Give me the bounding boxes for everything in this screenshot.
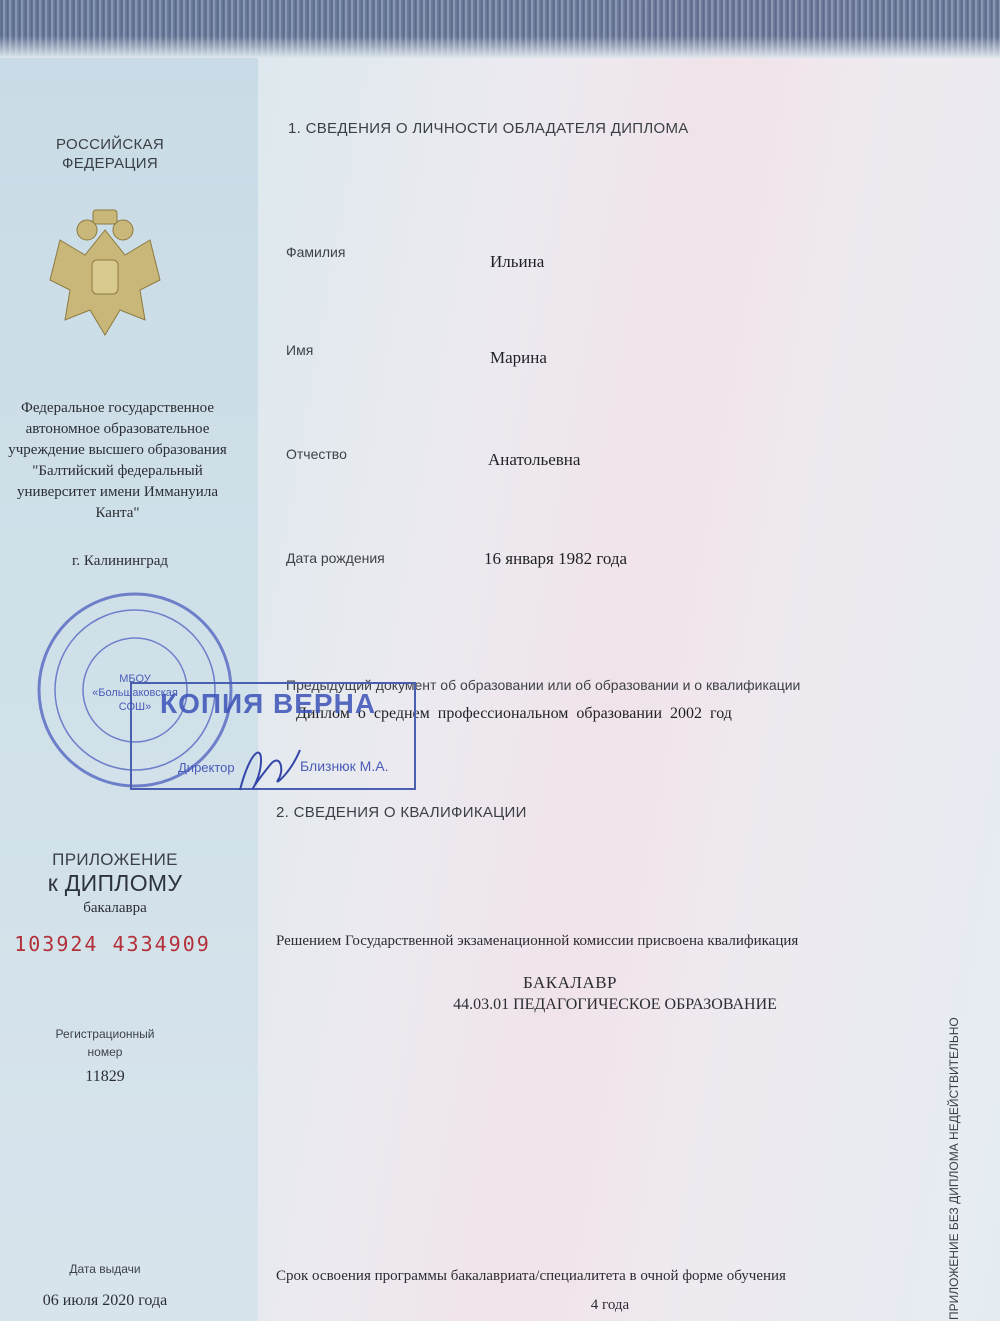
section1-title: 1. СВЕДЕНИЯ О ЛИЧНОСТИ ОБЛАДАТЕЛЯ ДИПЛОМА xyxy=(288,120,689,137)
director-label: Директор xyxy=(178,760,235,775)
qualification: БАКАЛАВР xyxy=(522,973,618,992)
institution-name: Федеральное государственное автономное образовательное учреждение высшего образования "Балтийский федеральный университет имени Иммануила Канта" xyxy=(8,400,227,521)
birth-date-value: 16 января 1982 года xyxy=(484,549,628,568)
patronymic-label: Отчество xyxy=(286,446,347,462)
name-value: Марина xyxy=(490,348,547,367)
surname-label: Фамилия xyxy=(286,244,346,260)
decorative-guilloche-band xyxy=(0,0,1000,58)
degree-level: бакалавра xyxy=(83,900,147,916)
specialty: 44.03.01 ПЕДАГОГИЧЕСКОЕ ОБРАЗОВАНИЕ xyxy=(453,996,777,1013)
signer-name: Близнюк М.А. xyxy=(300,758,389,774)
birth-date-label: Дата рождения xyxy=(286,550,385,566)
study-term-value: 4 года xyxy=(590,1297,630,1313)
serial-number: 103924 4334909 xyxy=(14,932,211,956)
patronymic-value: Анатольевна xyxy=(488,450,581,469)
side-note: ПРИЛОЖЕНИЕ БЕЗ ДИПЛОМА НЕДЕЙСТВИТЕЛЬНО xyxy=(947,1017,961,1320)
appendix-subtitle: к ДИПЛОМУ xyxy=(47,870,183,896)
issue-date: 06 июля 2020 года xyxy=(42,1292,168,1309)
previous-document-value: Диплом о среднем профессиональном образовании 2002 год xyxy=(296,705,732,722)
city: г. Калининград xyxy=(71,553,169,569)
previous-document-label: Предыдущий документ об образовании или об образовании и о квалификации xyxy=(286,677,801,693)
registration-number: 11829 xyxy=(85,1068,125,1085)
surname-value: Ильина xyxy=(490,252,545,271)
seal-text: МБОУ «Большаковская СОШ» xyxy=(92,673,178,713)
section2-title: 2. СВЕДЕНИЯ О КВАЛИФИКАЦИИ xyxy=(276,804,527,821)
registration-label: Регистрационный номер xyxy=(55,1027,155,1059)
coat-of-arms-icon xyxy=(30,200,180,350)
study-term-label: Срок освоения программы бакалавриата/специалитета в очной форме обучения xyxy=(276,1268,786,1284)
appendix-title: ПРИЛОЖЕНИЕ xyxy=(52,850,178,869)
name-label: Имя xyxy=(286,342,314,358)
copy-verified-text: КОПИЯ ВЕРНА xyxy=(160,688,377,719)
commission-decision: Решением Государственной экзаменационной комиссии присвоена квалификация xyxy=(276,933,799,949)
country-name: РОССИЙСКАЯ ФЕДЕРАЦИЯ xyxy=(56,136,164,172)
signature-icon xyxy=(230,730,310,810)
issue-date-label: Дата выдачи xyxy=(69,1262,141,1276)
